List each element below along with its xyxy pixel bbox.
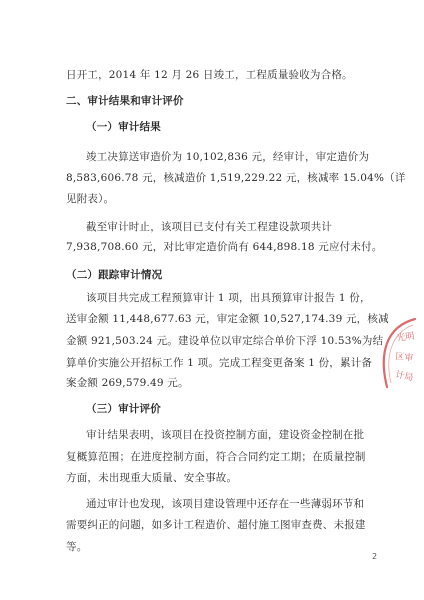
section-heading: 二、审计结果和审计评价 [66,95,184,107]
body-line: 等。 [66,541,88,553]
subsection-heading: （一）审计结果 [86,121,161,133]
subsection-heading: （三）审计评价 [86,403,161,415]
body-line: 竣工决算送审造价为 10,102,836 元，经审计，审定造价为 [86,151,370,163]
body-line: 复概算范围；在进度控制方面，符合合同约定工期；在质量控制 [66,451,366,463]
svg-text:区审: 区审 [394,352,414,364]
body-line: 7,938,708.60 元，对比审定造价尚有 644,898.18 元应付未付。 [66,241,383,253]
svg-text:计局: 计局 [394,370,415,384]
body-line: 日开工，2014 年 12 月 26 日竣工，工程质量验收为合格。 [66,69,353,81]
body-line: 截至审计时止，该项目已支付有关工程建设款项共计 [86,221,333,233]
body-line: 案金额 269,579.49 元。 [66,377,189,389]
body-line: 8,583,606.78 元，核减造价 1,519,229.22 元，核减率 15.04%（详 [66,172,406,184]
body-line: 算单价实施公开招标工作 1 项。完成工程变更备案 1 份，累计备 [66,357,373,369]
body-line: 该项目共完成工程预算审计 1 项，出具预算审计报告 1 份， [86,292,371,304]
body-line: 见附表）。 [66,193,115,205]
svg-text:光明: 光明 [396,331,416,344]
body-line: 金额 921,503.24 元。建设单位以审定综合单价下浮 10.53%为结 [66,335,384,347]
body-line: 审计结果表明，该项目在投资控制方面，建设资金控制在批 [86,429,365,441]
body-line: 方面，未出现重大质量、安全事故。 [66,472,238,484]
official-seal-stamp [377,315,417,395]
body-line: 通过审计也发现，该项目建设管理中还存在一些薄弱环节和 [86,498,365,510]
subsection-heading: （二）跟踪审计情况 [66,269,163,281]
page-number: 2 [372,552,378,561]
body-line: 送审金额 11,448,677.63 元，审定金额 10,527,174.39 元，核减 [66,313,389,325]
body-line: 需要纠正的问题，如多计工程造价、超付施工图审查费、未报建 [66,519,366,531]
